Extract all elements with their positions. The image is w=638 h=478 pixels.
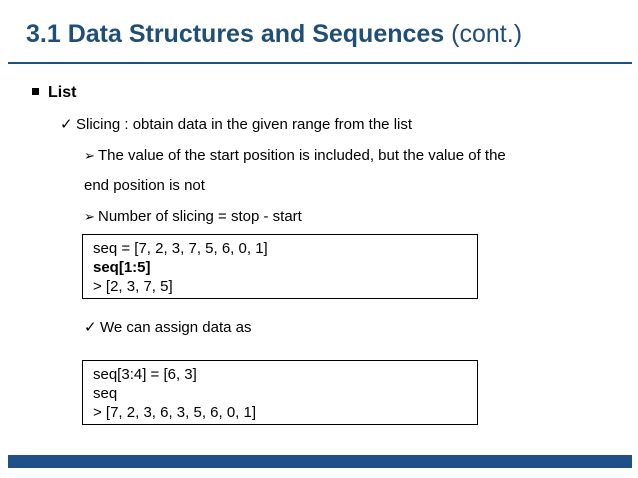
slicing-definition <box>60 115 412 135</box>
footer-bar <box>8 455 632 468</box>
checkmark-icon: ✓ <box>84 319 97 336</box>
assign-note-text: We can assign data as <box>100 319 252 336</box>
slicing-definition-text: Slicing : obtain data in the given range from the list <box>76 116 413 133</box>
start-included-text-2: end position is not <box>84 177 205 194</box>
arrow-bullet-icon: ➢ <box>84 148 95 163</box>
arrow-bullet-icon: ➢ <box>84 209 95 224</box>
square-bullet-icon <box>32 88 39 95</box>
num-slicing-note <box>84 207 302 227</box>
code-line: seq[1:5] <box>93 259 151 276</box>
start-included-note-cont <box>84 176 205 196</box>
code-line: seq = [7, 2, 3, 7, 5, 6, 0, 1] <box>93 240 268 257</box>
title-main: 3.1 Data Structures and Sequences <box>26 20 445 48</box>
code-line: > [2, 3, 7, 5] <box>93 278 173 295</box>
code-line: seq[3:4] = [6, 3] <box>93 366 197 383</box>
start-included-note <box>84 146 506 166</box>
title-underline <box>8 62 632 64</box>
code-example-assign <box>82 360 478 425</box>
code-line: > [7, 2, 3, 6, 3, 5, 6, 0, 1] <box>93 404 257 421</box>
title-suffix: (cont.) <box>444 20 523 48</box>
list-heading-text: List <box>48 84 77 101</box>
code-example-slicing <box>82 234 478 299</box>
list-heading <box>32 83 76 103</box>
page-title <box>26 17 522 51</box>
start-included-text-1: The value of the start position is included, but the value of the <box>98 147 506 164</box>
num-slicing-text: Number of slicing = stop - start <box>98 208 302 225</box>
assign-note <box>84 318 251 338</box>
checkmark-icon: ✓ <box>60 116 73 133</box>
code-line: seq <box>93 385 118 402</box>
